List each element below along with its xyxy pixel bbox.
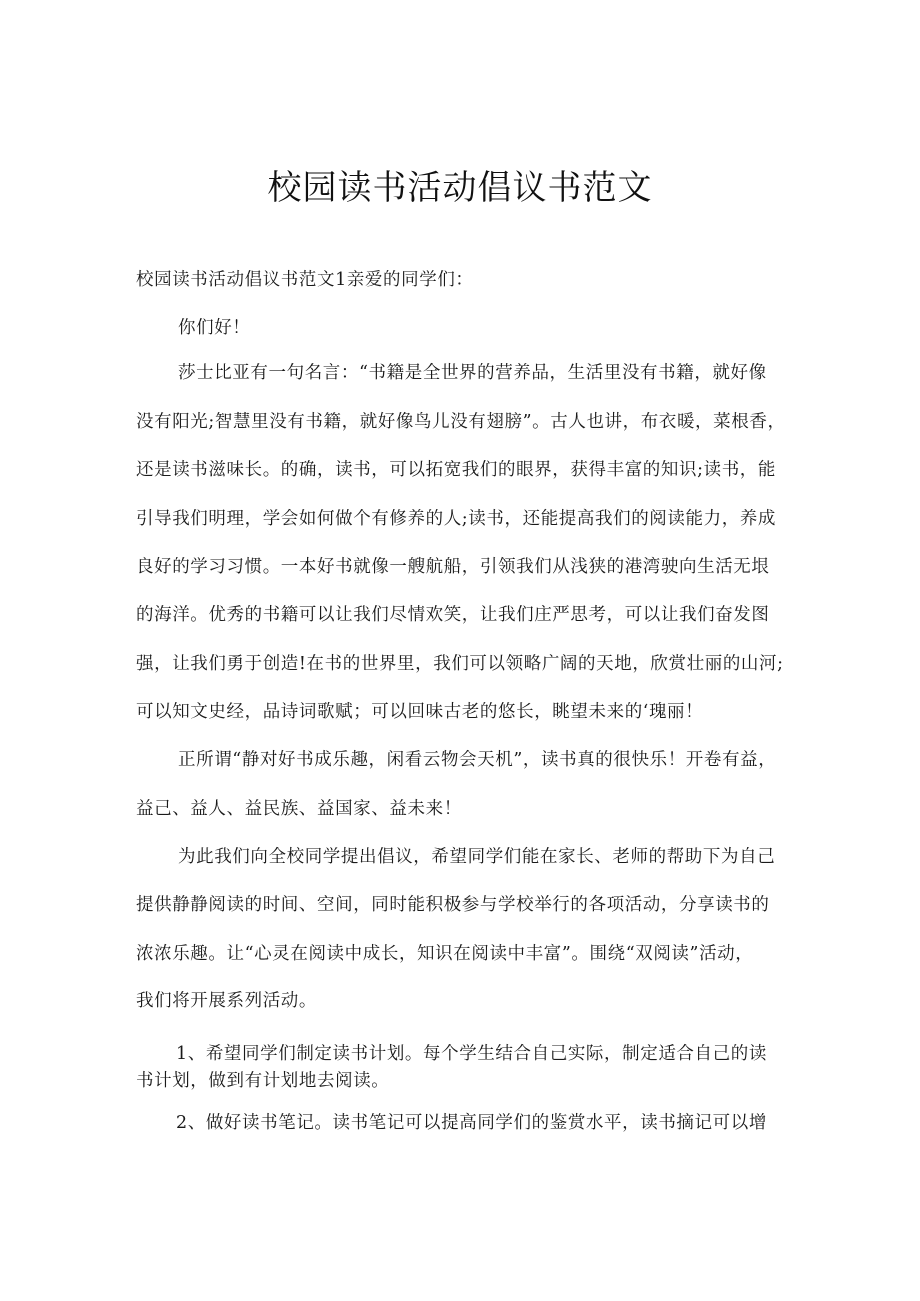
paragraph-line: 还是读书滋味长。的确，读书，可以拓宽我们的眼界，获得丰富的知识;读书，能 xyxy=(136,460,776,480)
paragraph-line: 为此我们向全校同学提出倡议，希望同学们能在家长、老师的帮助下为自己 xyxy=(178,847,776,867)
paragraph-line: 良好的学习习惯。一本好书就像一艘航船，引领我们从浅狭的港湾驶向生活无垠 xyxy=(136,557,770,577)
paragraph-line: 强，让我们勇于创造!在书的世界里，我们可以领略广阔的天地，欣赏壮丽的山河; xyxy=(136,654,784,674)
paragraph-line: 浓浓乐趣。让“心灵在阅读中成长，知识在阅读中丰富”。围绕“双阅读”活动， xyxy=(136,944,754,964)
paragraph-line: 我们将开展系列活动。 xyxy=(136,991,317,1011)
paragraph-line: 提供静静阅读的时间、空间，同时能积极参与学校举行的各项活动，分享读书的 xyxy=(136,895,770,915)
paragraph-line: 莎士比亚有一句名言：“书籍是全世界的营养品，生活里没有书籍，就好像 xyxy=(178,363,767,383)
list-item-line: 1、希望同学们制定读书计划。每个学生结合自己实际，制定适合自己的读 xyxy=(176,1044,767,1064)
paragraph-line: 的海洋。优秀的书籍可以让我们尽情欢笑，让我们庄严思考，可以让我们奋发图 xyxy=(136,605,770,625)
paragraph-line: 可以知文史经，品诗词歌赋；可以回味古老的悠长，眺望未来的‘瑰丽！ xyxy=(136,702,704,722)
list-item-line: 2、做好读书笔记。读书笔记可以提高同学们的鉴赏水平，读书摘记可以增 xyxy=(176,1113,767,1133)
paragraph-line: 校园读书活动倡议书范文1亲爱的同学们： xyxy=(136,270,474,290)
paragraph-line: 引导我们明理，学会如何做个有修养的人;读书，还能提高我们的阅读能力，养成 xyxy=(136,509,776,529)
paragraph-line: 你们好！ xyxy=(178,318,251,338)
paragraph-line: 没有阳光;智慧里没有书籍，就好像鸟儿没有翅膀”。古人也讲，布衣暖，菜根香， xyxy=(136,412,786,432)
list-item-line: 书计划，做到有计划地去阅读。 xyxy=(136,1071,390,1091)
document-title: 校园读书活动倡议书范文 xyxy=(267,168,653,208)
paragraph-line: 益己、益人、益民族、益国家、益未来！ xyxy=(136,799,462,819)
paragraph-line: 正所谓“静对好书成乐趣，闲看云物会天机”，读书真的很快乐！开卷有益， xyxy=(178,750,777,770)
